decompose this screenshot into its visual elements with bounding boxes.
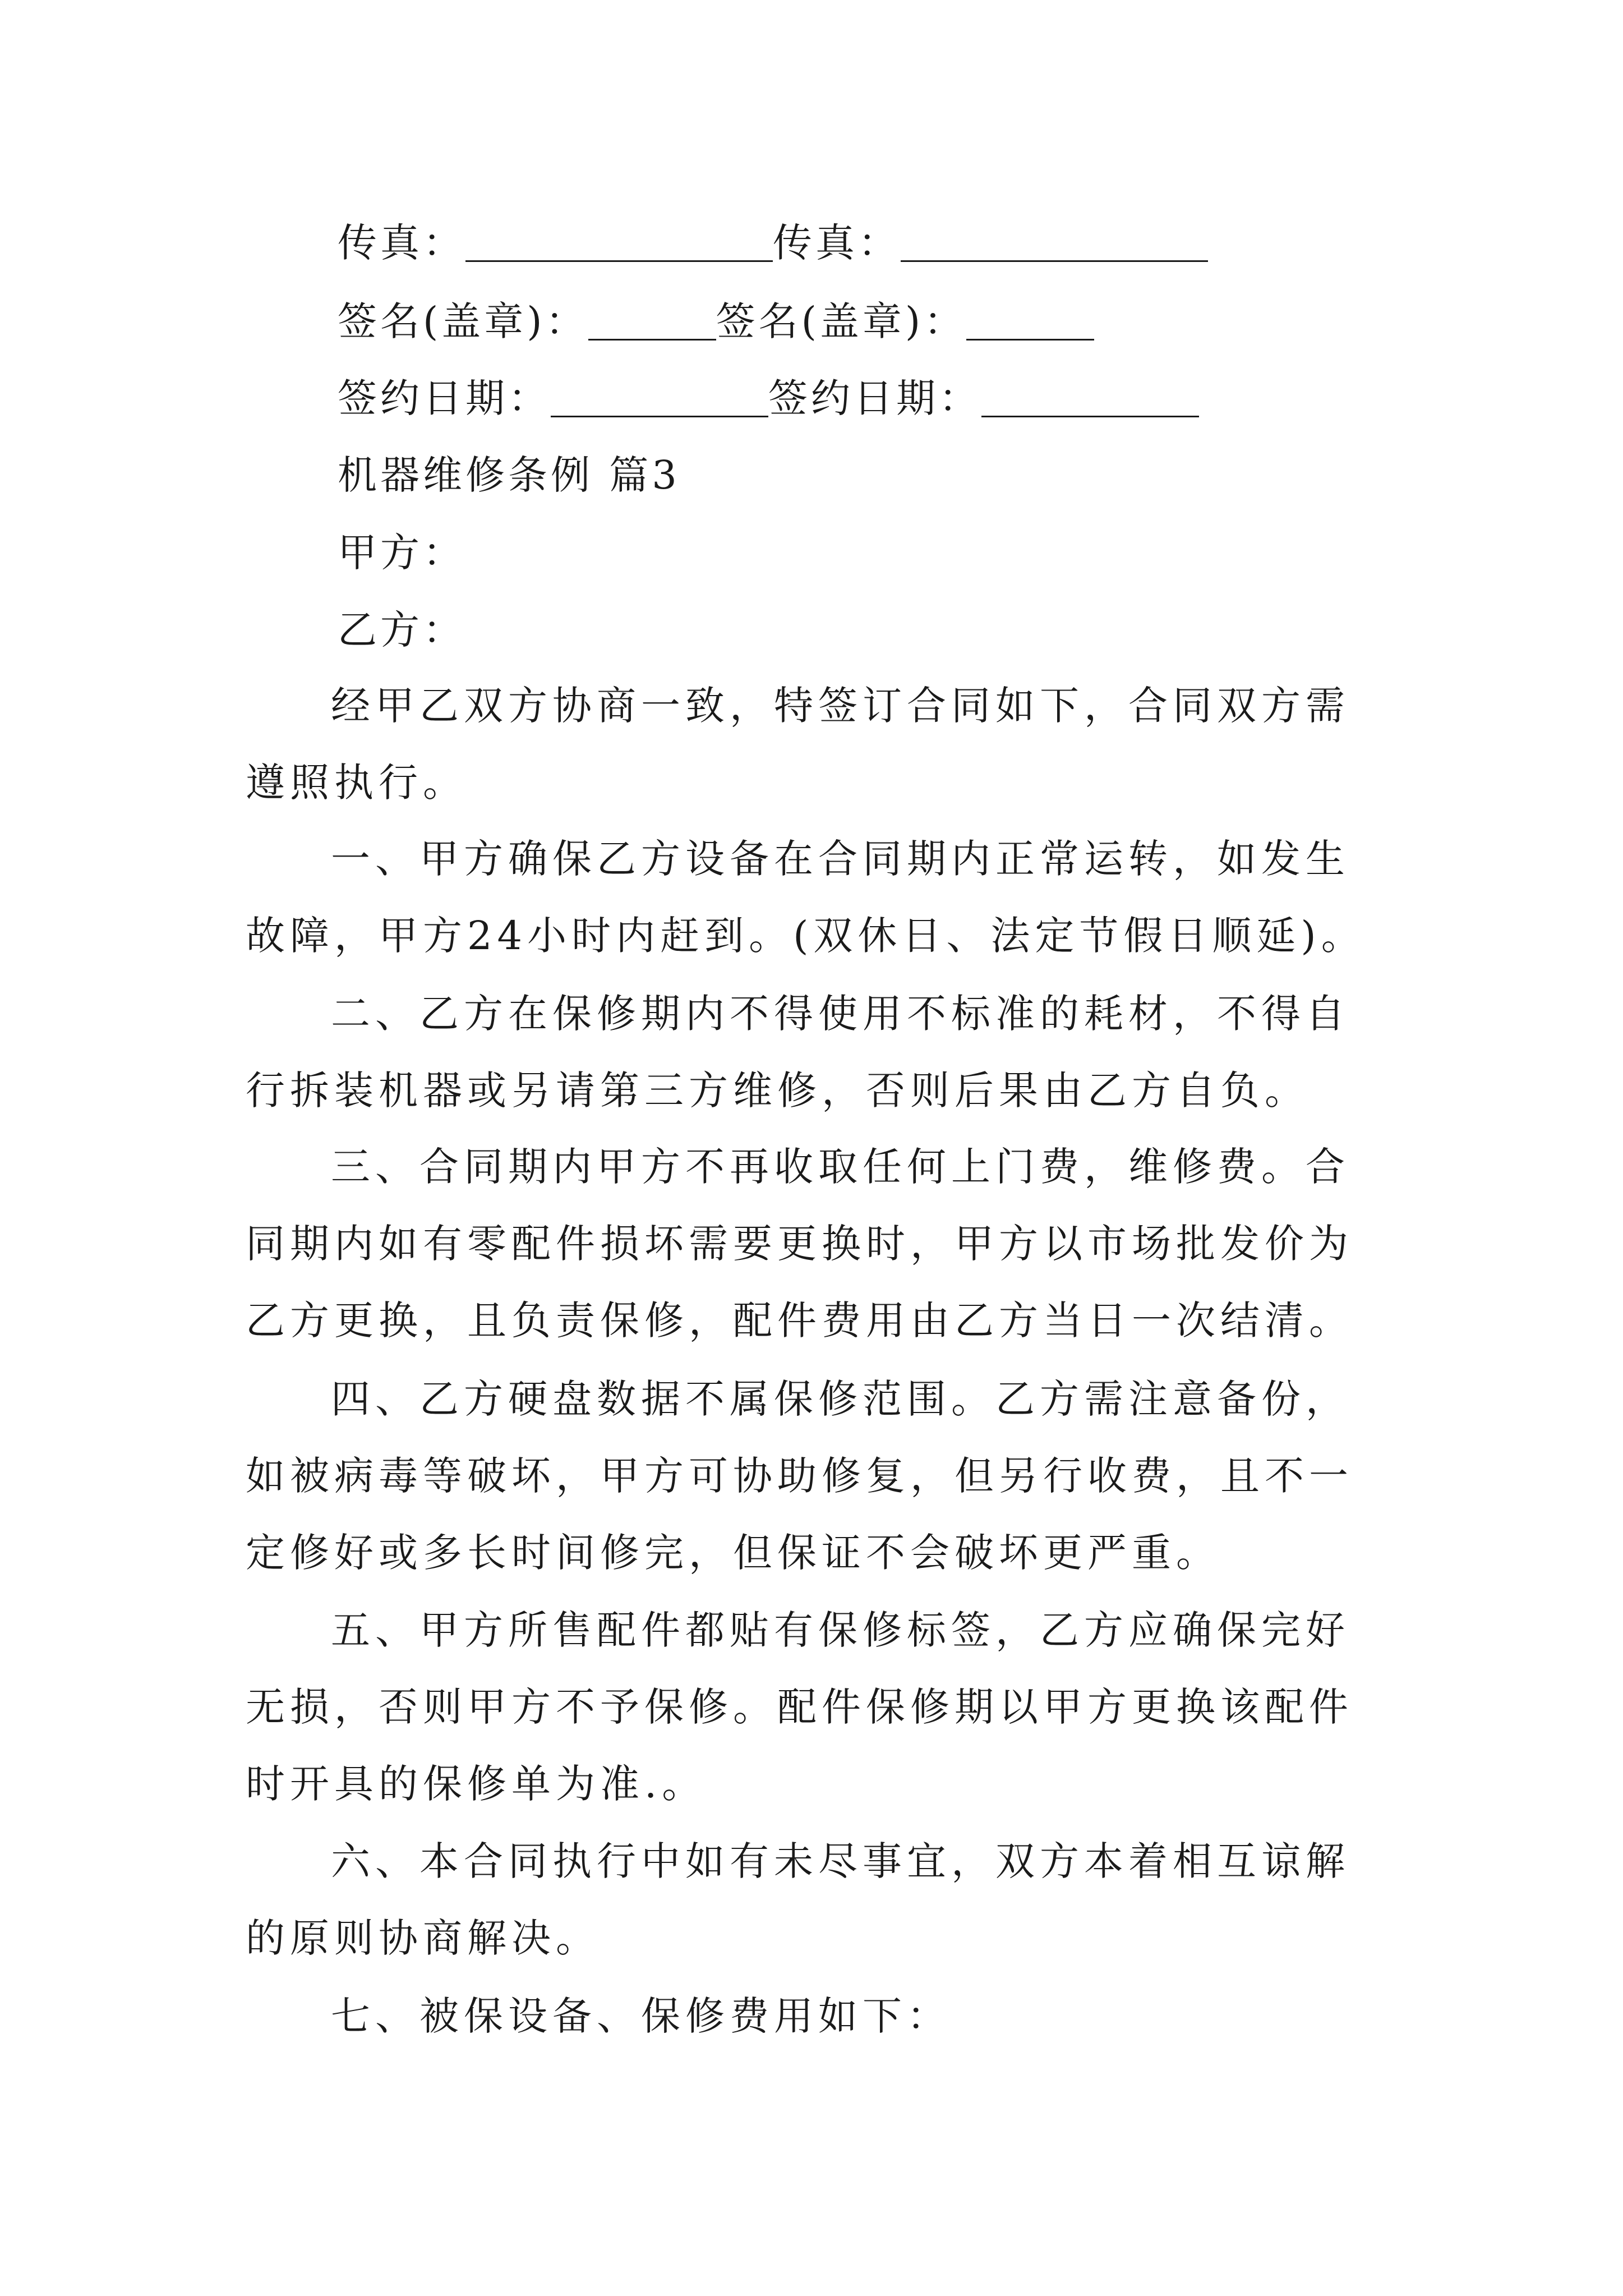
date-row bbox=[338, 375, 1199, 421]
sign-blank-left bbox=[588, 339, 716, 341]
date-blank-right bbox=[981, 416, 1199, 417]
sign-label-right: 签名(盖章)： bbox=[716, 298, 967, 344]
date-label-left: 签约日期： bbox=[338, 375, 551, 421]
clause-1: 一、甲方确保乙方设备在合同期内正常运转，如发生故障，甲方24小时内赶到。(双休日、法定节假日顺延)。 bbox=[246, 836, 1366, 959]
sign-label-left: 签名(盖章)： bbox=[338, 298, 588, 344]
fax-label-right: 传真： bbox=[773, 220, 901, 266]
section-title: 机器维修条例 篇3 bbox=[338, 452, 680, 498]
fax-row bbox=[338, 220, 1208, 266]
clause-3: 三、合同期内甲方不再收取任何上门费，维修费。合同期内如有零配件损坏需要更换时，甲方以市场批发价为乙方更换，且负责保修，配件费用由乙方当日一次结清。 bbox=[246, 1144, 1353, 1343]
party-b-label: 乙方： bbox=[338, 607, 465, 653]
fax-blank-left bbox=[465, 260, 773, 262]
date-label-right: 签约日期： bbox=[768, 375, 981, 421]
clause-2: 二、乙方在保修期内不得使用不标准的耗材，不得自行拆装机器或另请第三方维修，否则后果由乙方自负。 bbox=[246, 991, 1350, 1114]
fax-blank-right bbox=[901, 260, 1208, 262]
party-a-label: 甲方： bbox=[338, 530, 465, 576]
clause-5: 五、甲方所售配件都贴有保修标签，乙方应确保完好无损，否则甲方不予保修。配件保修期以甲方更换该配件时开具的保修单为准.。 bbox=[246, 1607, 1353, 1807]
clause-6: 六、本合同执行中如有未尽事宜，双方本着相互谅解的原则协商解决。 bbox=[246, 1838, 1350, 1961]
clause-7: 七、被保设备、保修费用如下： bbox=[331, 1993, 951, 2039]
intro-paragraph: 经甲乙双方协商一致，特签订合同如下，合同双方需遵照执行。 bbox=[246, 683, 1350, 806]
clause-4: 四、乙方硬盘数据不属保修范围。乙方需注意备份，如被病毒等破坏，甲方可协助修复，但另行收费，且不一定修好或多长时间修完，但保证不会破坏更严重。 bbox=[246, 1376, 1353, 1576]
fax-label-left: 传真： bbox=[338, 220, 465, 266]
date-blank-left bbox=[551, 416, 768, 417]
signature-row bbox=[338, 298, 1094, 344]
sign-blank-right bbox=[966, 339, 1094, 341]
